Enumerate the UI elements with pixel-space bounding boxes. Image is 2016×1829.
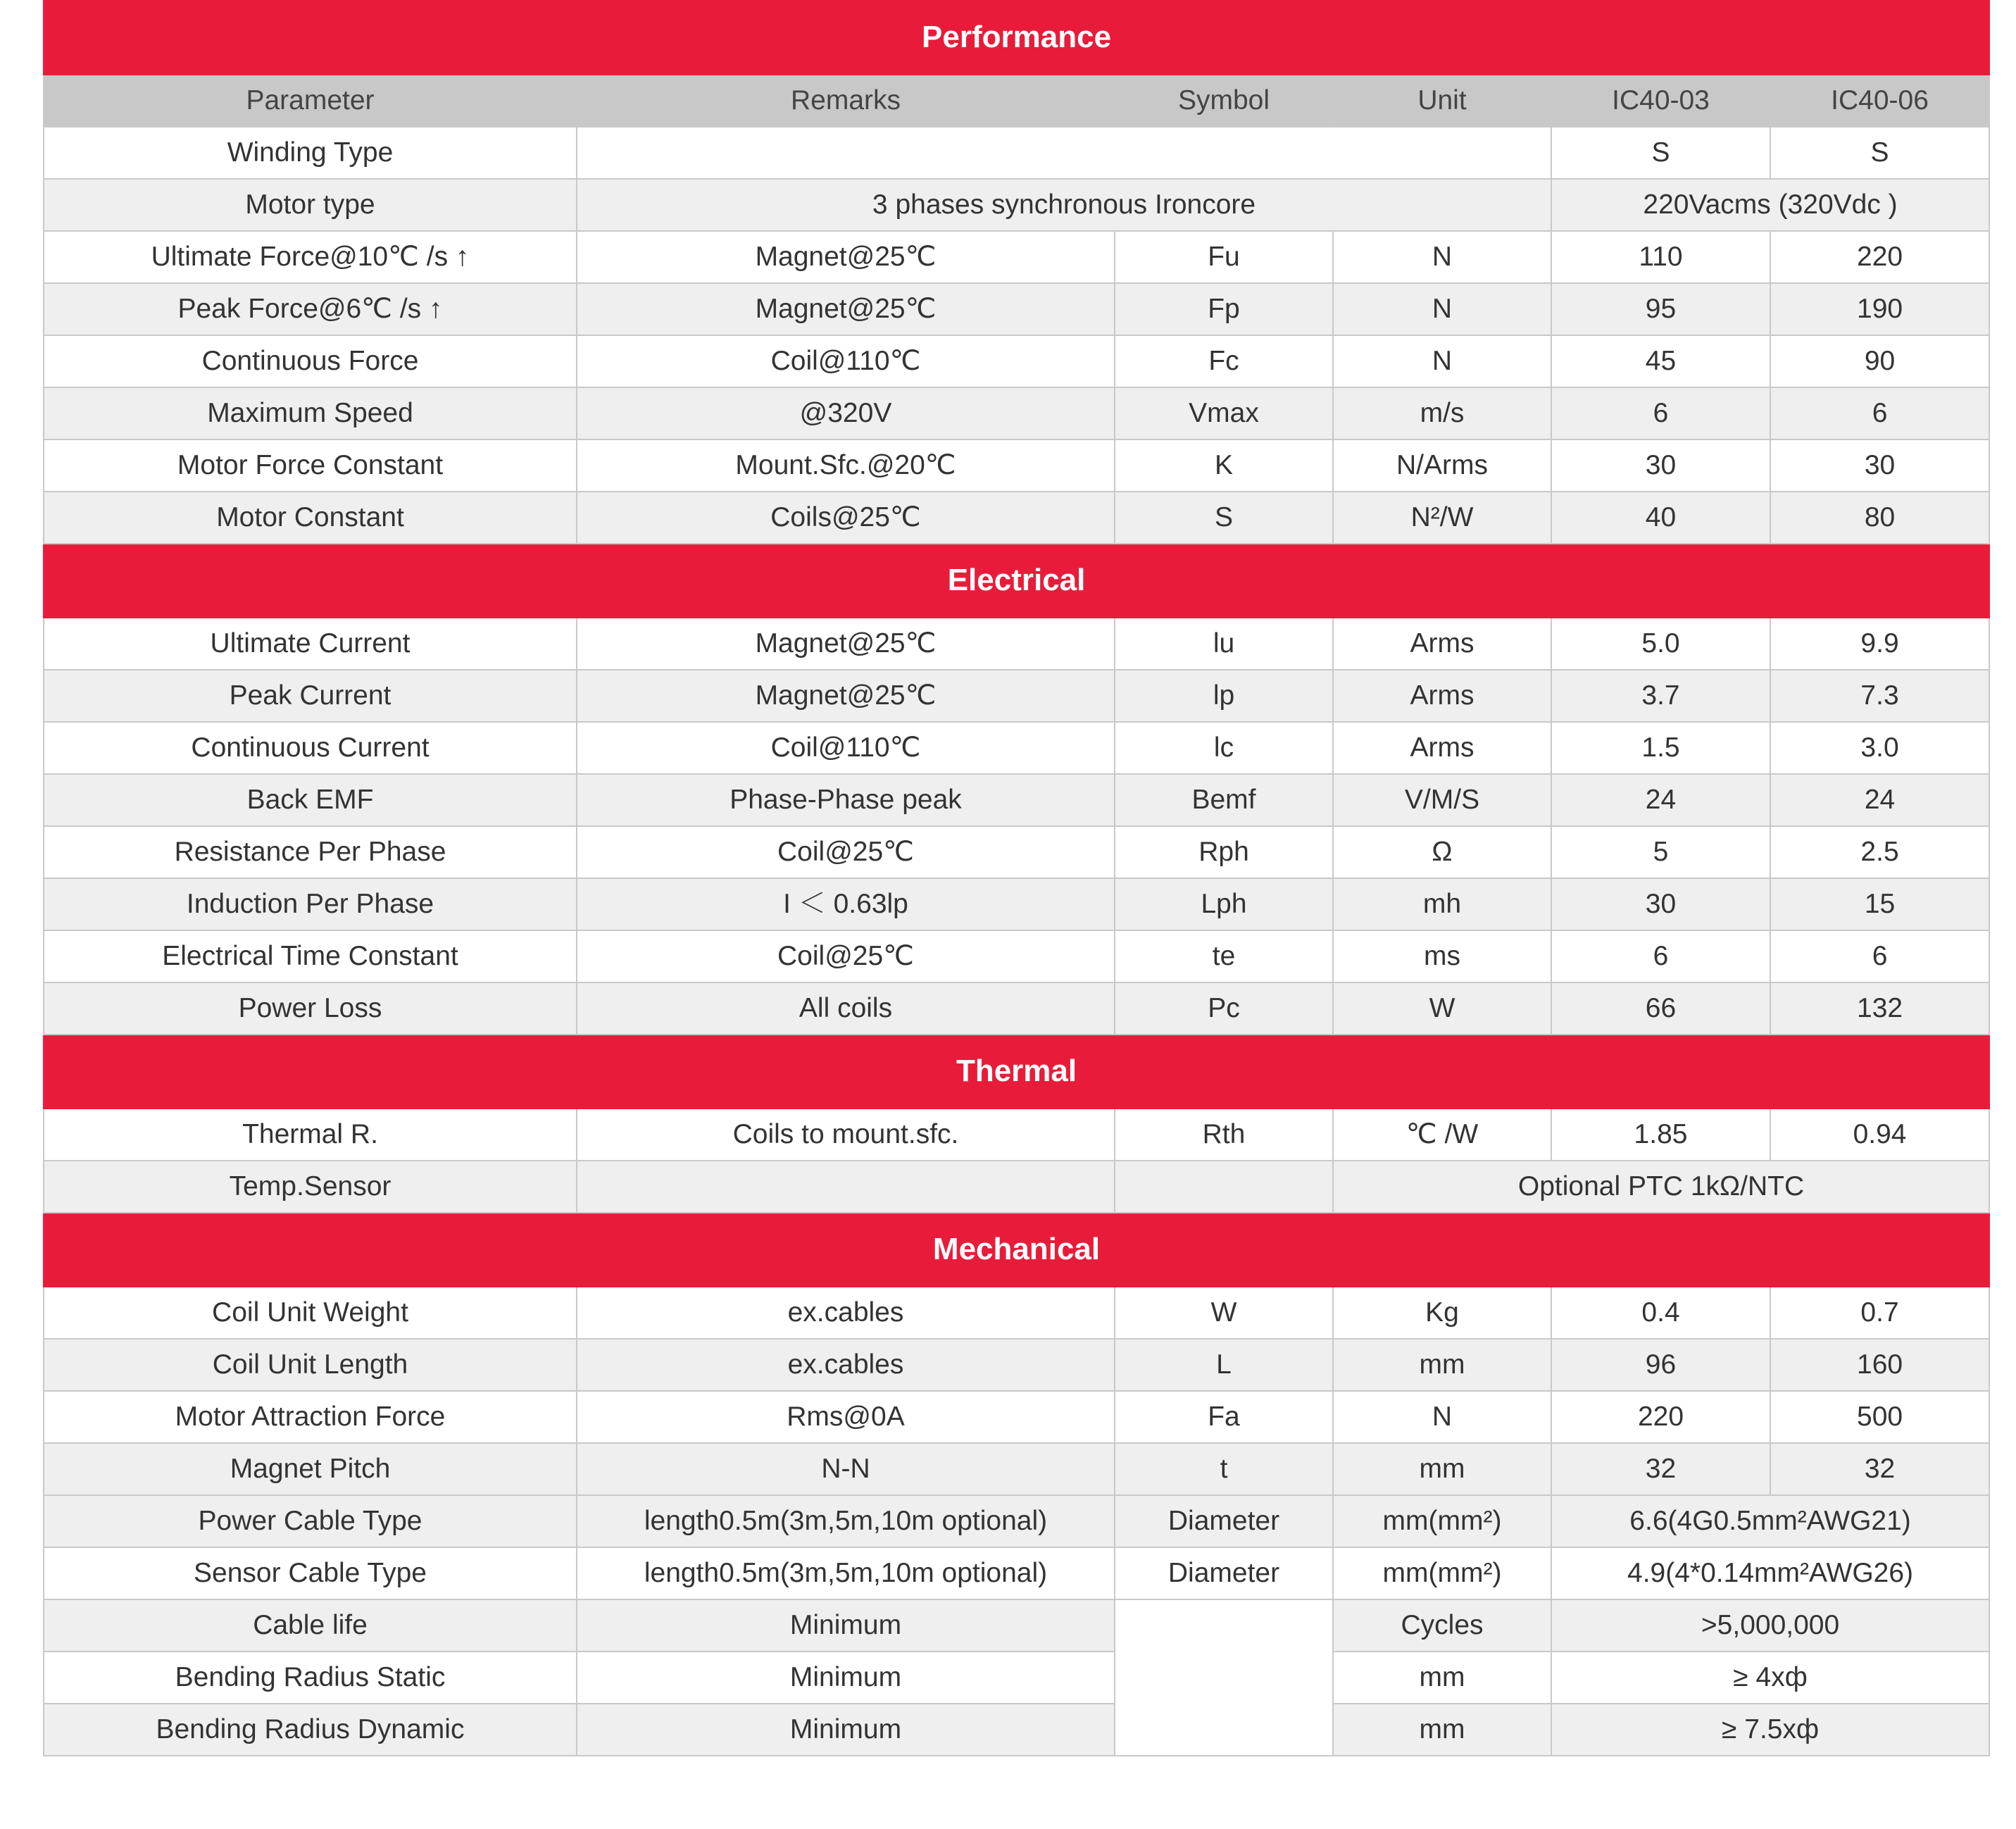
symbol-cell	[1115, 1161, 1333, 1213]
symbol-cell: Lph	[1115, 878, 1333, 930]
section-mechanical	[44, 1213, 1989, 1287]
table-row	[44, 283, 1989, 335]
table-row	[44, 1443, 1989, 1495]
value-cell: 80	[1770, 492, 1989, 544]
unit-cell: N	[1333, 283, 1551, 335]
value-cell: 66	[1551, 982, 1770, 1035]
value-cell: 500	[1770, 1391, 1989, 1443]
remarks-cell: Mount.Sfc.@20℃	[577, 439, 1115, 492]
value-cell: 0.4	[1551, 1287, 1770, 1339]
symbol-cell: K	[1115, 439, 1333, 492]
table-row	[44, 439, 1989, 492]
value-cell: 0.94	[1770, 1109, 1989, 1161]
value-cell: S	[1770, 127, 1989, 179]
value-cell: 9.9	[1770, 618, 1989, 670]
table-row	[44, 231, 1989, 283]
symbol-cell: te	[1115, 930, 1333, 982]
value-cell: 3.0	[1770, 722, 1989, 774]
value-cell: 160	[1770, 1339, 1989, 1391]
parameter-cell: Continuous Force	[44, 335, 577, 387]
value-cell: 5.0	[1551, 618, 1770, 670]
unit-cell: mh	[1333, 878, 1551, 930]
value-cell: 90	[1770, 335, 1989, 387]
value-cell: 132	[1770, 982, 1989, 1035]
value-cell: 24	[1551, 774, 1770, 826]
symbol-cell: Diameter	[1115, 1495, 1333, 1547]
remarks-cell: Coil@110℃	[577, 722, 1115, 774]
value-cell: 32	[1551, 1443, 1770, 1495]
unit-cell: ℃ /W	[1333, 1109, 1551, 1161]
parameter-cell: Temp.Sensor	[44, 1161, 577, 1213]
symbol-cell: W	[1115, 1287, 1333, 1339]
parameter-cell: Ultimate Current	[44, 618, 577, 670]
parameter-cell: Bending Radius Static	[44, 1652, 577, 1704]
remarks-cell: length0.5m(3m,5m,10m optional)	[577, 1495, 1115, 1547]
parameter-cell: Peak Current	[44, 670, 577, 722]
table-row	[44, 826, 1989, 878]
value-cell: 45	[1551, 335, 1770, 387]
section-performance	[44, 1, 1989, 75]
unit-cell: ms	[1333, 930, 1551, 982]
value-cell: >5,000,000	[1551, 1599, 1989, 1652]
table-row	[44, 492, 1989, 544]
remarks-cell: Coils@25℃	[577, 492, 1115, 544]
value-cell: ≥ 7.5xф	[1551, 1704, 1989, 1756]
symbol-cell: Pc	[1115, 982, 1333, 1035]
symbol-cell: Fc	[1115, 335, 1333, 387]
remarks-cell: Phase-Phase peak	[577, 774, 1115, 826]
unit-cell: m/s	[1333, 387, 1551, 439]
table-row	[44, 1495, 1989, 1547]
column-header: Symbol	[1115, 75, 1333, 127]
table-row	[44, 670, 1989, 722]
unit-cell: mm	[1333, 1704, 1551, 1756]
section-title: Mechanical	[44, 1213, 1989, 1287]
parameter-cell: Power Cable Type	[44, 1495, 577, 1547]
value-cell: 3.7	[1551, 670, 1770, 722]
table-row	[44, 930, 1989, 982]
remarks-cell: ex.cables	[577, 1287, 1115, 1339]
table-row	[44, 387, 1989, 439]
value-cell: 1.85	[1551, 1109, 1770, 1161]
unit-cell: Arms	[1333, 670, 1551, 722]
unit-cell: Ω	[1333, 826, 1551, 878]
value-cell: 190	[1770, 283, 1989, 335]
value-cell: 6	[1551, 387, 1770, 439]
remarks-cell: Coils to mount.sfc.	[577, 1109, 1115, 1161]
value-cell: 220	[1770, 231, 1989, 283]
value-cell: 4.9(4*0.14mm²AWG26)	[1551, 1547, 1989, 1599]
parameter-cell: Coil Unit Weight	[44, 1287, 577, 1339]
remarks-cell: All coils	[577, 982, 1115, 1035]
parameter-cell: Sensor Cable Type	[44, 1547, 577, 1599]
value-cell: 2.5	[1770, 826, 1989, 878]
remarks-cell: @320V	[577, 387, 1115, 439]
table-row	[44, 127, 1989, 179]
parameter-cell: Cable life	[44, 1599, 577, 1652]
unit-cell: mm(mm²)	[1333, 1547, 1551, 1599]
table-row	[44, 1287, 1989, 1339]
value-cell: 30	[1551, 878, 1770, 930]
unit-cell: mm	[1333, 1443, 1551, 1495]
parameter-cell: Motor Force Constant	[44, 439, 577, 492]
value-cell: 1.5	[1551, 722, 1770, 774]
parameter-cell: Back EMF	[44, 774, 577, 826]
value-cell: 96	[1551, 1339, 1770, 1391]
remarks-cell: Minimum	[577, 1652, 1115, 1704]
parameter-cell: Motor type	[44, 179, 577, 231]
unit-cell: mm	[1333, 1339, 1551, 1391]
remarks-cell: Minimum	[577, 1704, 1115, 1756]
remarks-cell	[577, 1161, 1115, 1213]
remarks-cell: Magnet@25℃	[577, 283, 1115, 335]
table-row	[44, 1652, 1989, 1704]
parameter-cell: Resistance Per Phase	[44, 826, 577, 878]
symbol-cell: Fp	[1115, 283, 1333, 335]
unit-cell: Arms	[1333, 722, 1551, 774]
table-row	[44, 1391, 1989, 1443]
table-row	[44, 774, 1989, 826]
section-electrical	[44, 544, 1989, 618]
remarks-cell: Rms@0A	[577, 1391, 1115, 1443]
symbol-cell: lp	[1115, 670, 1333, 722]
parameter-cell: Coil Unit Length	[44, 1339, 577, 1391]
value-cell: 6	[1551, 930, 1770, 982]
table-row	[44, 878, 1989, 930]
unit-cell: mm	[1333, 1652, 1551, 1704]
symbol-cell: Fu	[1115, 231, 1333, 283]
symbol-cell: S	[1115, 492, 1333, 544]
unit-cell: W	[1333, 982, 1551, 1035]
unit-cell: N	[1333, 231, 1551, 283]
remarks-cell: length0.5m(3m,5m,10m optional)	[577, 1547, 1115, 1599]
table-row	[44, 1547, 1989, 1599]
value-cell: 32	[1770, 1443, 1989, 1495]
symbol-cell: Rph	[1115, 826, 1333, 878]
section-title: Thermal	[44, 1035, 1989, 1109]
unit-cell: N	[1333, 335, 1551, 387]
parameter-cell: Electrical Time Constant	[44, 930, 577, 982]
table-row	[44, 179, 1989, 231]
unit-cell: mm(mm²)	[1333, 1495, 1551, 1547]
remarks-cell: ex.cables	[577, 1339, 1115, 1391]
remarks-cell: Magnet@25℃	[577, 231, 1115, 283]
parameter-cell: Thermal R.	[44, 1109, 577, 1161]
parameter-cell: Induction Per Phase	[44, 878, 577, 930]
remarks-cell: Magnet@25℃	[577, 618, 1115, 670]
symbol-cell: t	[1115, 1443, 1333, 1495]
spec-sheet	[43, 0, 1989, 1756]
remarks-cell: 3 phases synchronous Ironcore	[577, 179, 1551, 231]
remarks-cell: I ＜ 0.63lp	[577, 878, 1115, 930]
value-cell: 95	[1551, 283, 1770, 335]
remarks-cell: Magnet@25℃	[577, 670, 1115, 722]
symbol-cell	[1115, 1599, 1333, 1756]
unit-cell: N/Arms	[1333, 439, 1551, 492]
column-header: Parameter	[44, 75, 577, 127]
parameter-cell: Continuous Current	[44, 722, 577, 774]
symbol-cell: lu	[1115, 618, 1333, 670]
unit-cell: N²/W	[1333, 492, 1551, 544]
unit-cell: Kg	[1333, 1287, 1551, 1339]
value-cell: 220Vacms (320Vdc )	[1551, 179, 1989, 231]
section-title: Electrical	[44, 544, 1989, 618]
value-cell: ≥ 4xф	[1551, 1652, 1989, 1704]
value-cell: 6.6(4G0.5mm²AWG21)	[1551, 1495, 1989, 1547]
table-row	[44, 722, 1989, 774]
column-header: Remarks	[577, 75, 1115, 127]
value-cell: 6	[1770, 930, 1989, 982]
value-cell: 0.7	[1770, 1287, 1989, 1339]
value-cell: 24	[1770, 774, 1989, 826]
column-header-row	[44, 75, 1989, 127]
column-header: Unit	[1333, 75, 1551, 127]
remarks-cell: N-N	[577, 1443, 1115, 1495]
table-row	[44, 335, 1989, 387]
symbol-cell: L	[1115, 1339, 1333, 1391]
table-row	[44, 1339, 1989, 1391]
section-thermal	[44, 1035, 1989, 1109]
remarks-cell: Coil@110℃	[577, 335, 1115, 387]
symbol-cell: Vmax	[1115, 387, 1333, 439]
remarks-cell: Coil@25℃	[577, 826, 1115, 878]
symbol-cell: Fa	[1115, 1391, 1333, 1443]
unit-cell: N	[1333, 1391, 1551, 1443]
value-cell: 7.3	[1770, 670, 1989, 722]
parameter-cell: Power Loss	[44, 982, 577, 1035]
parameter-cell: Ultimate Force@10℃ /s ↑	[44, 231, 577, 283]
table-row	[44, 1599, 1989, 1652]
table-row	[44, 1161, 1989, 1213]
symbol-cell: Bemf	[1115, 774, 1333, 826]
parameter-cell: Magnet Pitch	[44, 1443, 577, 1495]
parameter-cell: Winding Type	[44, 127, 577, 179]
value-cell: 15	[1770, 878, 1989, 930]
table-row	[44, 982, 1989, 1035]
parameter-cell: Bending Radius Dynamic	[44, 1704, 577, 1756]
column-header: IC40-06	[1770, 75, 1989, 127]
value-cell: 30	[1551, 439, 1770, 492]
value-cell: S	[1551, 127, 1770, 179]
table-row	[44, 1109, 1989, 1161]
parameter-cell: Maximum Speed	[44, 387, 577, 439]
parameter-cell: Peak Force@6℃ /s ↑	[44, 283, 577, 335]
value-cell: Optional PTC 1kΩ/NTC	[1333, 1161, 1989, 1213]
value-cell: 40	[1551, 492, 1770, 544]
value-cell: 220	[1551, 1391, 1770, 1443]
value-cell: 6	[1770, 387, 1989, 439]
unit-cell: Cycles	[1333, 1599, 1551, 1652]
section-title: Performance	[44, 1, 1989, 75]
remarks-cell: Minimum	[577, 1599, 1115, 1652]
parameter-cell: Motor Constant	[44, 492, 577, 544]
unit-cell: Arms	[1333, 618, 1551, 670]
spec-table	[43, 0, 1990, 1756]
symbol-cell: lc	[1115, 722, 1333, 774]
value-cell: 30	[1770, 439, 1989, 492]
remarks-cell	[577, 127, 1551, 179]
parameter-cell: Motor Attraction Force	[44, 1391, 577, 1443]
value-cell: 5	[1551, 826, 1770, 878]
table-row	[44, 618, 1989, 670]
symbol-cell: Diameter	[1115, 1547, 1333, 1599]
value-cell: 110	[1551, 231, 1770, 283]
symbol-cell: Rth	[1115, 1109, 1333, 1161]
table-row	[44, 1704, 1989, 1756]
unit-cell: V/M/S	[1333, 774, 1551, 826]
column-header: IC40-03	[1551, 75, 1770, 127]
remarks-cell: Coil@25℃	[577, 930, 1115, 982]
